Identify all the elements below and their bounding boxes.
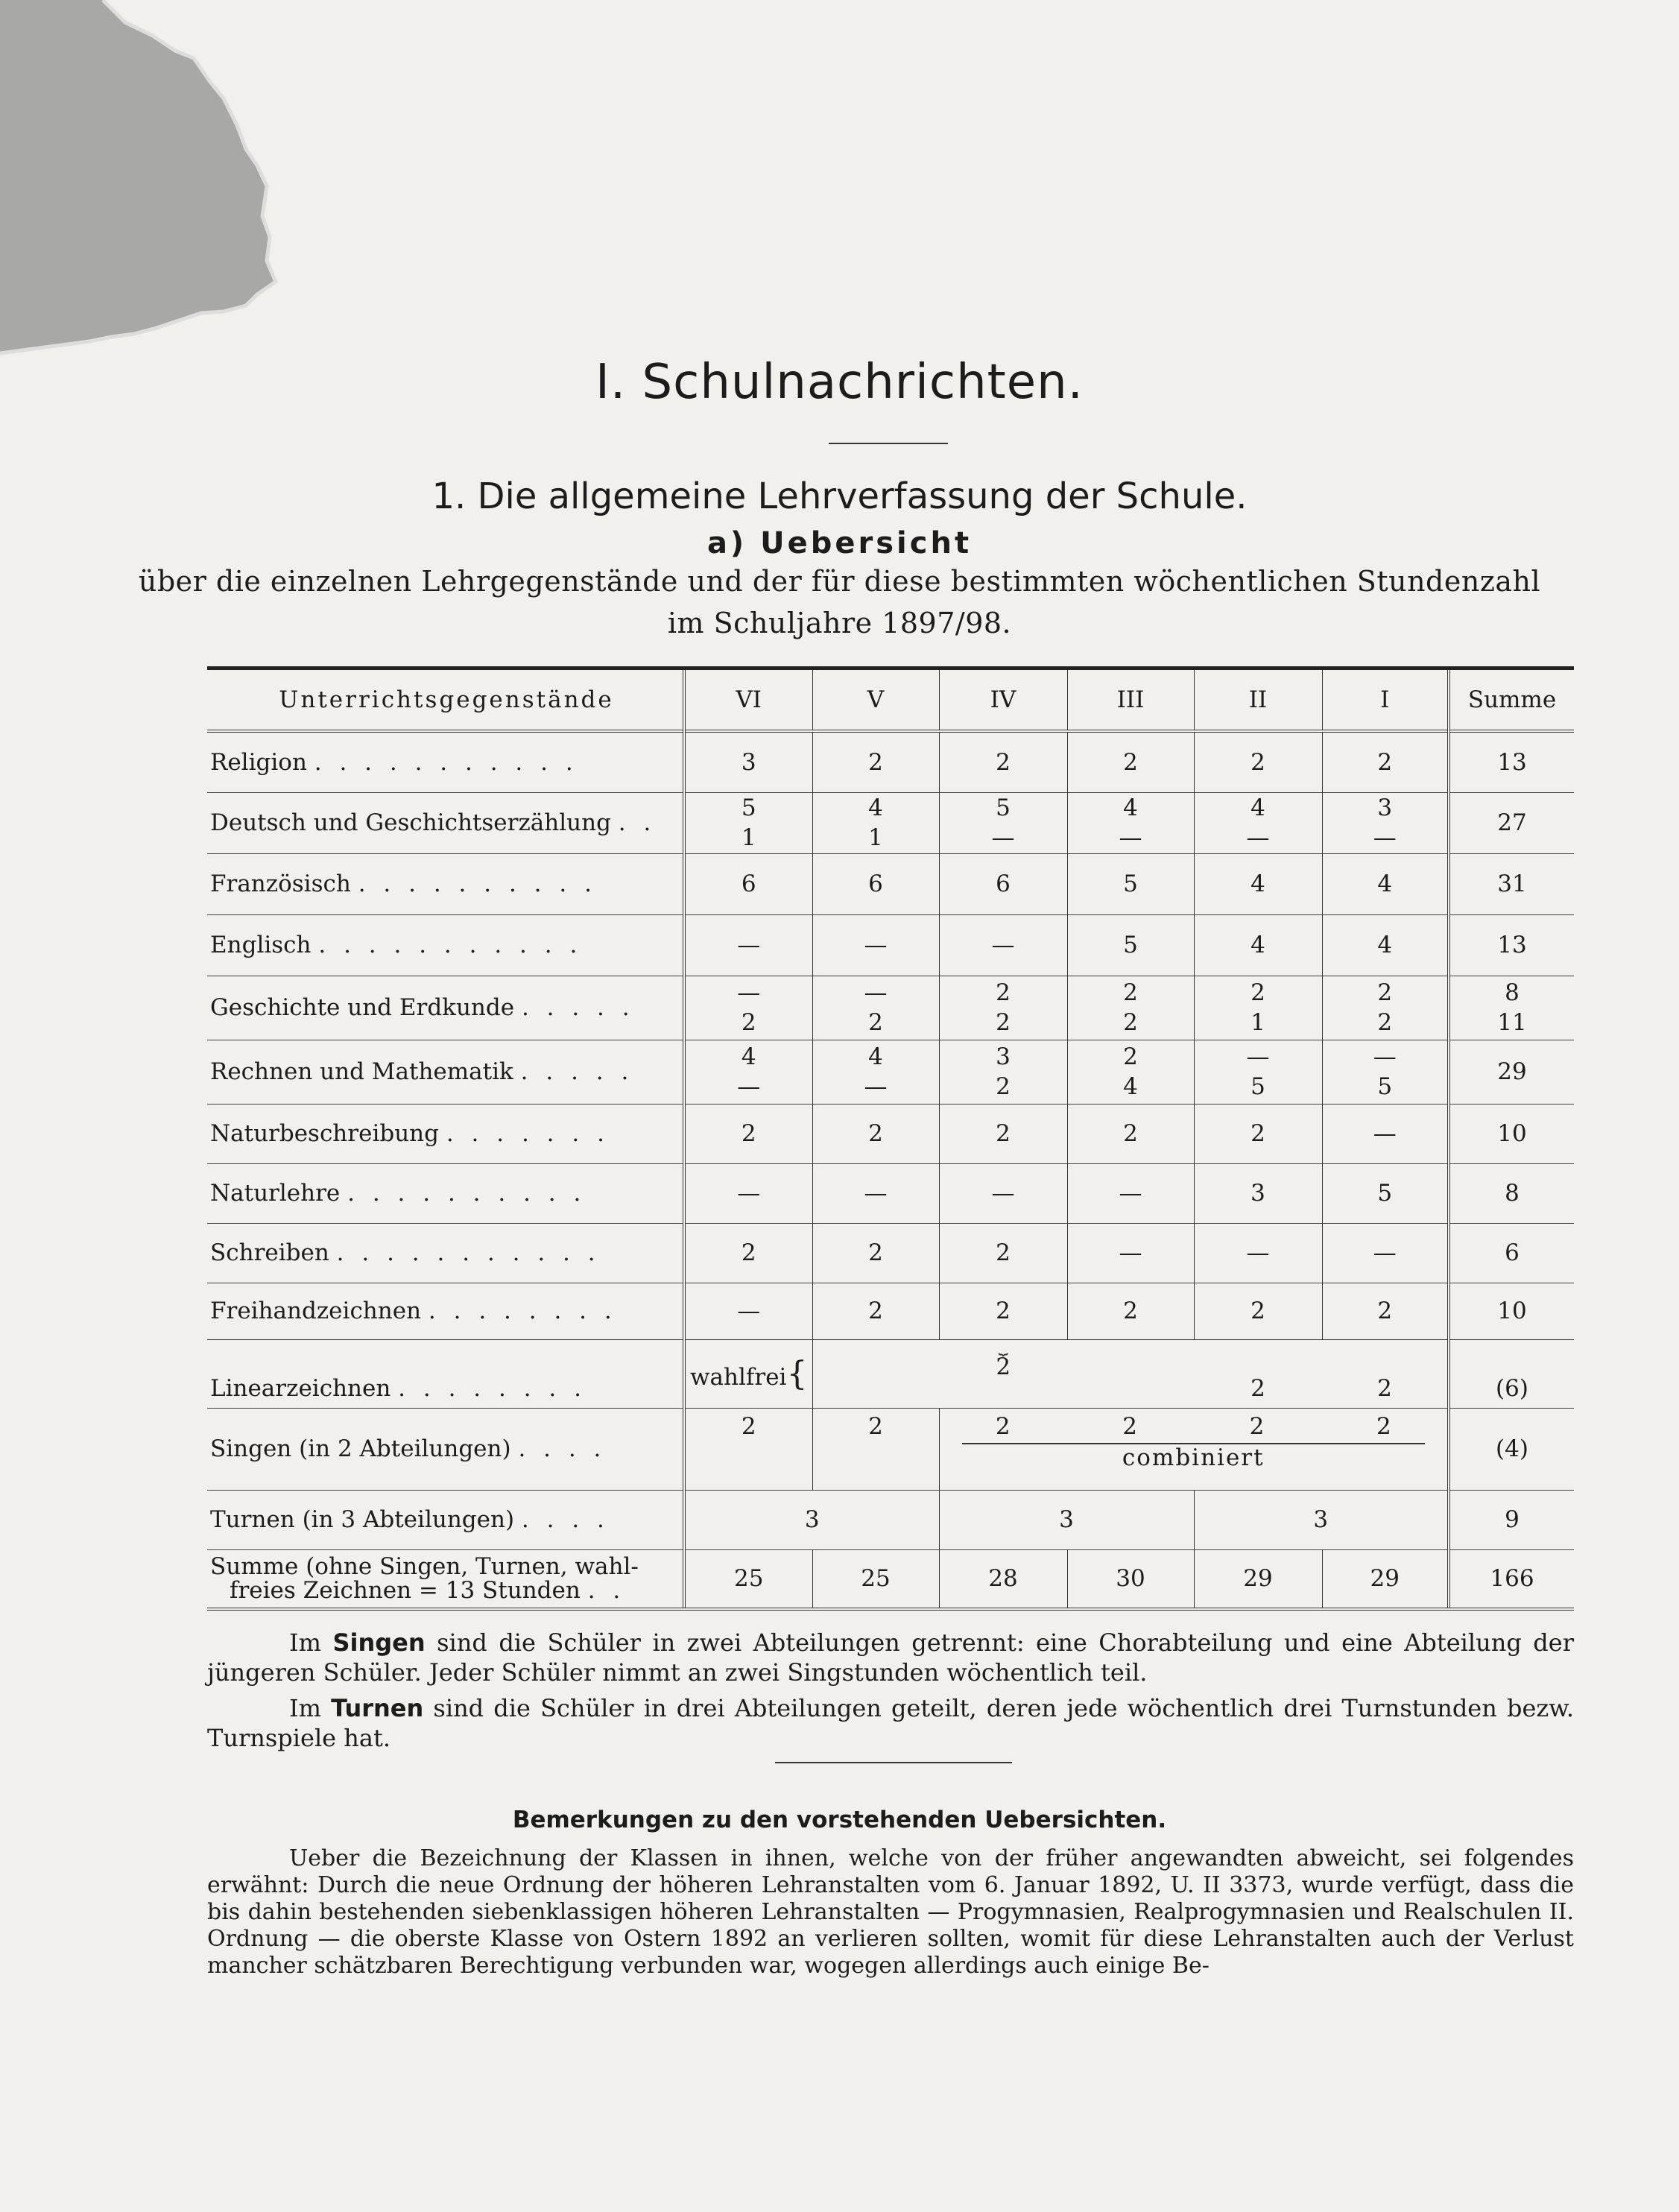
sum-cell: 8	[1449, 1163, 1574, 1223]
hours-cell: 5 1	[684, 792, 812, 853]
hours-cell: 2	[1377, 1374, 1392, 1402]
hours-cell: 2	[1067, 731, 1194, 792]
hours-cell: 4	[1322, 914, 1449, 976]
subject-cell: Freihandzeichnen . . . . . . . .	[210, 1298, 617, 1324]
table-row	[207, 1040, 1574, 1104]
hours-cell: 2	[1194, 1104, 1322, 1163]
page-title: I. Schulnachrichten.	[595, 355, 1084, 410]
hours-cell: — 5	[1194, 1040, 1322, 1104]
sum-cell: 13	[1449, 914, 1574, 976]
hours-cell: 2	[939, 731, 1067, 792]
hours-cell: 2 2	[939, 976, 1067, 1040]
hours-cell: 3	[1194, 1490, 1449, 1549]
hours-cell: 2	[1067, 1104, 1194, 1163]
subject-cell: Französisch . . . . . . . . . .	[210, 870, 597, 897]
table-row	[207, 1283, 1574, 1339]
sum-cell: 166	[1449, 1549, 1574, 1608]
wahlfrei-cell: wahlfrei{	[684, 1339, 812, 1408]
hours-cell: 3	[1194, 1163, 1322, 1223]
header-v: V	[812, 670, 939, 731]
hours-cell: — 5	[1322, 1040, 1449, 1104]
table-header-row	[207, 670, 1574, 731]
hours-cell: 4 —	[812, 1040, 939, 1104]
hours-cell: —	[1194, 1223, 1322, 1283]
remarks-text: Ueber die Bezeichnung der Klassen in ihnen, welche von der früher angewandten abweicht, sei folgendes erwähnt: Durch die neue Ordnung der höheren Lehranstalten vom 6. Januar 1892, U. II 3373, wurde verfügt, dass die bis dahin bestehenden siebenklassigen höheren Lehranstalten — Progymnasien, Realprogymnasien und Realschulen II. Ordnung — die oberste Klasse von Ostern 1892 an verlieren sollten, womit für diese Lehranstalten auch der Verlust mancher schätzbaren Berechtigung verbunden war, wogegen allerdings auch einige Be-	[207, 1845, 1574, 1979]
table-row	[207, 1408, 1574, 1490]
subject-cell: Deutsch und Geschichtserzählung . .	[210, 809, 657, 836]
subsection-title: a) Uebersicht	[706, 526, 973, 560]
header-subjects: Unterrichtsgegenstände	[279, 686, 614, 713]
subject-cell: Englisch . . . . . . . . . . .	[210, 932, 583, 958]
subject-cell: Summe (ohne Singen, Turnen, wahl- freies Zeichnen = 13 Stunden . .	[210, 1553, 639, 1605]
subject-cell: Geschichte und Erdkunde . . . . .	[210, 994, 635, 1021]
subject-cell: Religion . . . . . . . . . . .	[210, 748, 578, 776]
header-summe: Summe	[1449, 670, 1574, 731]
hours-cell: 25	[812, 1549, 939, 1608]
notes-divider	[775, 1762, 1012, 1763]
description-line-2: im Schuljahre 1897/98.	[667, 607, 1012, 639]
hours-cell: —	[1322, 1104, 1449, 1163]
hours-cell: 2	[1194, 1283, 1322, 1339]
header-iii: III	[1067, 670, 1194, 731]
subject-cell: Turnen (in 3 Abteilungen) . . . .	[210, 1506, 610, 1533]
header-iv: IV	[939, 670, 1067, 731]
subject-cell: Naturbeschreibung . . . . . . .	[210, 1120, 610, 1147]
header-i: I	[1322, 670, 1449, 731]
hours-cell: —	[1322, 1223, 1449, 1283]
hours-cell: 2	[1322, 731, 1449, 792]
table-bottom-rule	[207, 1608, 1574, 1611]
hours-cell: 4 —	[1067, 792, 1194, 853]
hours-cell: —	[684, 914, 812, 976]
hours-cell: 2	[684, 1223, 812, 1283]
note-turnen: Im Turnen sind die Schüler in drei Abteilungen geteilt, deren jede wöchentlich drei Turnstunden bezw. Turnspiele hat.	[207, 1694, 1575, 1752]
hours-cell: 5 —	[939, 792, 1067, 853]
subject-cell: Linearzeichnen . . . . . . . .	[210, 1374, 586, 1402]
subject-cell: Singen (in 2 Abteilungen) . . . .	[210, 1435, 607, 1462]
brace-icon: ⏟	[998, 1336, 1008, 1356]
hours-cell: 2	[1067, 1283, 1194, 1339]
header-ii: II	[1194, 670, 1322, 731]
hours-cell: 28	[939, 1549, 1067, 1608]
hours-cell: 2 4	[1067, 1040, 1194, 1104]
table-row	[207, 1223, 1574, 1283]
hours-cell: 2	[939, 1104, 1067, 1163]
hours-cell: 6	[939, 853, 1067, 914]
sum-cell: 9	[1449, 1490, 1574, 1549]
table-row	[207, 1339, 1574, 1408]
hours-cell: 30	[1067, 1549, 1194, 1608]
subject-cell: Rechnen und Mathematik . . . . .	[210, 1058, 634, 1085]
subject-cell: Naturlehre . . . . . . . . . .	[210, 1180, 586, 1207]
hours-cell: 2	[684, 1104, 812, 1163]
hours-cell: 5	[1067, 914, 1194, 976]
hours-cell: 4 1	[812, 792, 939, 853]
remarks-title: Bemerkungen zu den vorstehenden Uebersichten.	[512, 1807, 1167, 1833]
hours-cell: 5	[1067, 853, 1194, 914]
header-vi: VI	[684, 670, 812, 731]
hours-cell: 2	[812, 731, 939, 792]
hours-cell: 2	[1250, 1374, 1265, 1402]
hours-cell: 2	[939, 1283, 1067, 1339]
hours-cell: 2	[939, 1223, 1067, 1283]
hours-cell: 25	[684, 1549, 812, 1608]
sum-cell: 13	[1449, 731, 1574, 792]
combined-drawing-cell: ⏟ 2	[812, 1339, 1194, 1408]
sum-cell: 8 11	[1449, 976, 1574, 1040]
hours-cell: — 2	[684, 976, 812, 1040]
hours-cell: 2 2	[1067, 976, 1194, 1040]
sum-cell: 31	[1449, 853, 1574, 914]
table-row	[207, 792, 1574, 853]
hours-cell: 2 2	[1322, 976, 1449, 1040]
hours-cell: —	[812, 914, 939, 976]
hours-cell: 3 —	[1322, 792, 1449, 853]
hours-cell: 6	[812, 853, 939, 914]
hours-cell: 29	[1322, 1549, 1449, 1608]
hours-cell: 4 —	[684, 1040, 812, 1104]
hours-cell: 2	[1322, 1283, 1449, 1339]
table-row	[207, 1163, 1574, 1223]
hours-cell: 2	[812, 1223, 939, 1283]
sum-cell: 27	[1449, 792, 1574, 853]
description-line-1: über die einzelnen Lehrgegenstände und der für diese bestimmten wöchentlichen Stundenzahl	[138, 565, 1541, 598]
note-singen: Im Singen sind die Schüler in zwei Abteilungen getrennt: eine Chorabteilung und eine Abteilung der jüngeren Schüler. Jeder Schüler nimmt an zwei Singstunden wöchentlich teil.	[207, 1628, 1575, 1687]
hours-cell: — 2	[812, 976, 939, 1040]
hours-cell: 2	[684, 1408, 812, 1490]
hours-cell: 4 —	[1194, 792, 1322, 853]
hours-cell: —	[684, 1283, 812, 1339]
sum-cell: (6)	[1449, 1339, 1574, 1408]
title-divider	[829, 443, 948, 444]
sum-cell: (4)	[1449, 1408, 1574, 1490]
hours-cell: 2	[812, 1104, 939, 1163]
hours-cell: 6	[684, 853, 812, 914]
sum-cell: 10	[1449, 1283, 1574, 1339]
table-row	[207, 1490, 1574, 1549]
hours-cell: 4	[1194, 853, 1322, 914]
hours-cell: 3	[684, 731, 812, 792]
hours-cell: —	[684, 1163, 812, 1223]
hours-cell: 29	[1194, 1549, 1322, 1608]
hours-cell: —	[1067, 1163, 1194, 1223]
hours-cell: 5	[1322, 1163, 1449, 1223]
hours-cell: 2	[812, 1283, 939, 1339]
hours-cell: 3	[939, 1490, 1194, 1549]
table-row	[207, 853, 1574, 914]
torn-corner	[0, 0, 283, 358]
hours-cell: —	[939, 1163, 1067, 1223]
hours-cell: 3	[684, 1490, 939, 1549]
hours-cell: 2	[812, 1408, 939, 1490]
hours-cell: 2	[1194, 731, 1322, 792]
table-row	[207, 914, 1574, 976]
schedule-table	[207, 666, 1574, 1611]
subject-cell: Schreiben . . . . . . . . . . .	[210, 1239, 601, 1266]
hours-cell: 4	[1322, 853, 1449, 914]
table-row	[207, 1549, 1574, 1608]
sum-cell: 10	[1449, 1104, 1574, 1163]
hours-cell: —	[1067, 1223, 1194, 1283]
hours-cell: —	[939, 914, 1067, 976]
table-row	[207, 976, 1574, 1040]
section-title: 1. Die allgemeine Lehrverfassung der Schule.	[431, 475, 1248, 517]
hours-cell: 2 1	[1194, 976, 1322, 1040]
hours-cell: —	[812, 1163, 939, 1223]
combined-singing-cell: 2 2 2 2 combiniert	[939, 1408, 1449, 1490]
table-row	[207, 731, 1574, 792]
hours-cell: 3 2	[939, 1040, 1067, 1104]
sum-cell: 29	[1449, 1040, 1574, 1104]
table-row	[207, 1104, 1574, 1163]
hours-cell: 4	[1194, 914, 1322, 976]
sum-cell: 6	[1449, 1223, 1574, 1283]
